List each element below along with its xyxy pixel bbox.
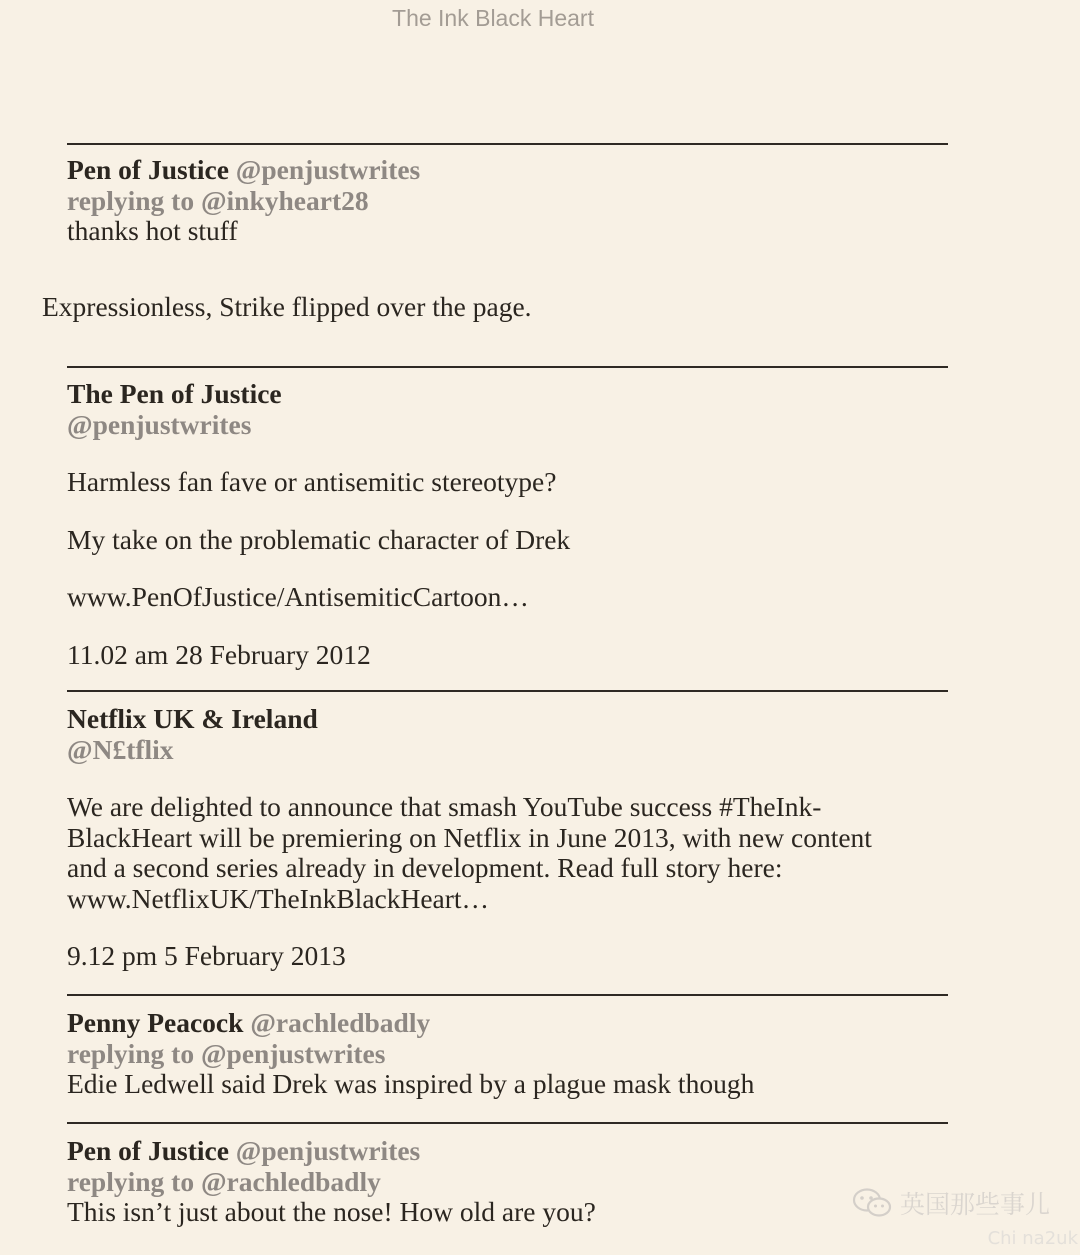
tweet-author-handle: @rachledbadly [250, 1007, 431, 1038]
tweet-pen-of-justice-1 [67, 155, 937, 247]
tweet-body-line: We are delighted to announce that smash YouTube success #TheInk- [67, 791, 822, 822]
tweet-author-handle: @N£tflix [67, 733, 174, 765]
watermark-text: 英国那些事儿 [899, 1190, 1050, 1219]
tweet-body-line: My take on the problematic character of Drek [67, 523, 571, 555]
book-title: The Ink Black Heart [392, 5, 594, 31]
tweet-penny-peacock [67, 1008, 937, 1100]
tweet-pen-of-justice-2 [67, 1136, 937, 1228]
tweet-netflix [67, 704, 937, 972]
tweet-body-line: www.NetflixUK/TheInkBlackHeart… [67, 882, 490, 914]
wechat-icon [852, 1187, 892, 1219]
tweet-author-handle: @penjustwrites [235, 1135, 421, 1166]
watermark-subtext: Chi na2uk [987, 1228, 1078, 1249]
tweet-author-name: Penny Peacock [67, 1007, 244, 1038]
tweet-divider [67, 366, 948, 368]
tweet-the-pen-of-justice [67, 379, 937, 670]
tweet-author-handle: @penjustwrites [235, 154, 421, 185]
tweet-author-name: Netflix UK & Ireland [67, 703, 318, 734]
narrative-paragraph: Expressionless, Strike flipped over the page. [42, 291, 532, 322]
tweet-timestamp: 9.12 pm 5 February 2013 [67, 940, 346, 971]
tweet-reply-to: replying to @inkyheart28 [67, 184, 369, 216]
tweet-body-line: Harmless fan fave or antisemitic stereotype? [67, 466, 557, 497]
tweet-divider [67, 1122, 948, 1124]
tweet-body: thanks hot stuff [67, 215, 238, 246]
tweet-divider [67, 994, 948, 996]
tweet-divider [67, 143, 948, 145]
tweet-author-name: The Pen of Justice [67, 378, 282, 409]
tweet-body: This isn’t just about the nose! How old are you? [67, 1196, 596, 1227]
tweet-author-handle: @penjustwrites [67, 408, 252, 440]
tweet-link: www.PenOfJustice/AntisemiticCartoon… [67, 581, 529, 612]
tweet-author-name: Pen of Justice [67, 154, 229, 185]
tweet-author-name: Pen of Justice [67, 1135, 229, 1166]
watermark [852, 1185, 1050, 1221]
tweet-body: Edie Ledwell said Drek was inspired by a plague mask though [67, 1068, 755, 1099]
tweet-body-line: BlackHeart will be premiering on Netflix in June 2013, with new content [67, 821, 872, 853]
tweet-divider [67, 690, 948, 692]
tweet-reply-to: replying to @rachledbadly [67, 1165, 381, 1197]
tweet-body-line: and a second series already in development. Read full story here: [67, 852, 783, 883]
tweet-timestamp: 11.02 am 28 February 2012 [67, 638, 371, 670]
tweet-reply-to: replying to @penjustwrites [67, 1037, 386, 1069]
